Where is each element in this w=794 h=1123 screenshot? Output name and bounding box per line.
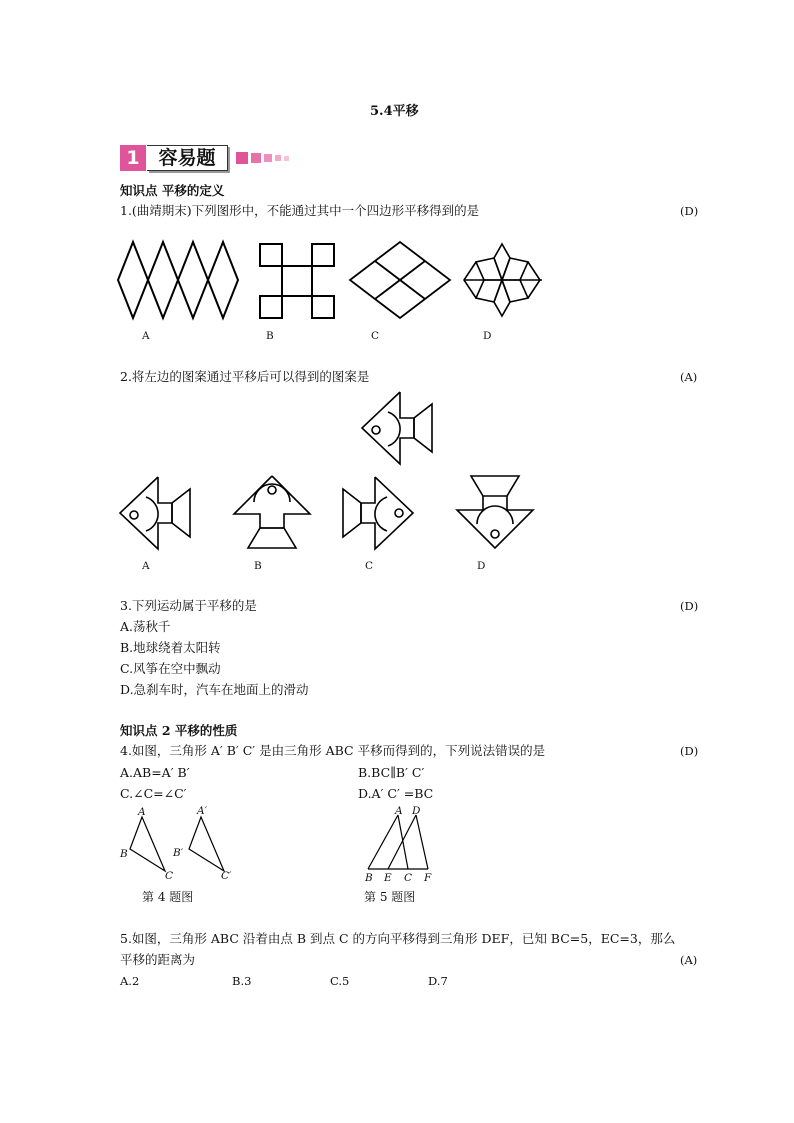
- section-banner: [120, 145, 230, 171]
- q1-figure-d: [464, 244, 554, 324]
- section-label: 容易题: [147, 145, 228, 171]
- q4-label-b-prime: B′: [173, 847, 184, 859]
- q5-label-f: F: [424, 872, 432, 884]
- q4-option-b: B.BC∥B′ C′: [358, 765, 425, 780]
- q5-option-d: D.7: [428, 974, 448, 988]
- q3-answer: (D): [680, 599, 699, 613]
- q4-label-c-prime: C′: [221, 870, 232, 882]
- q5-caption: 第 5 题图: [364, 890, 416, 904]
- q2-option-c: C: [365, 560, 374, 572]
- q5-answer: (A): [680, 953, 698, 967]
- q3-option-b: B.地球绕着太阳转: [120, 640, 221, 655]
- q2-figure-d: [455, 474, 537, 552]
- q4-label-b: B: [120, 848, 128, 860]
- q5-label-c: C: [404, 872, 413, 884]
- q1-text: 1.(曲靖期末)下列图形中，不能通过其中一个四边形平移得到的是: [120, 203, 480, 218]
- section-number: 1: [120, 145, 146, 171]
- q3-option-c: C.风筝在空中飘动: [120, 661, 221, 676]
- q4-label-c: C: [165, 870, 174, 882]
- q5-text-line2: 平移的距离为: [120, 952, 196, 967]
- q2-answer: (A): [680, 370, 698, 384]
- q3-text: 3.下列运动属于平移的是: [120, 598, 257, 613]
- q3-option-d: D.急刹车时，汽车在地面上的滑动: [120, 682, 309, 697]
- q2-option-a: A: [142, 560, 150, 572]
- q4-label-a-prime: A′: [197, 805, 207, 817]
- q5-option-c: C.5: [330, 974, 350, 988]
- q2-original-figure: [362, 390, 436, 466]
- q1-option-a: A: [142, 330, 150, 342]
- q5-label-a: A: [395, 805, 403, 817]
- q2-figure-a: [120, 475, 194, 551]
- q2-option-d: D: [477, 560, 486, 572]
- q1-option-d: D: [483, 330, 492, 342]
- q5-label-d: D: [412, 805, 421, 817]
- q4-caption: 第 4 题图: [142, 890, 194, 904]
- kp2-heading: 知识点 2 平移的性质: [120, 723, 238, 738]
- q2-figure-c: [343, 475, 417, 551]
- q4-option-d: D.A′ C′ =BC: [358, 786, 434, 801]
- q1-option-b: B: [266, 330, 274, 342]
- q1-figure-a: [118, 242, 248, 322]
- q5-option-a: A.2: [120, 974, 140, 988]
- section-decoration: [236, 152, 296, 164]
- q5-label-e: E: [384, 872, 392, 884]
- q1-answer: (D): [680, 204, 699, 218]
- q5-option-b: B.3: [232, 974, 252, 988]
- q2-option-b: B: [254, 560, 262, 572]
- q1-figure-c: [350, 242, 460, 322]
- q4-option-a: A.AB=A′ B′: [120, 765, 190, 780]
- q1-option-c: C: [371, 330, 380, 342]
- q5-label-b: B: [365, 872, 373, 884]
- page-title: 5.4平移: [370, 104, 419, 119]
- q1-figure-b: [260, 244, 340, 324]
- q2-figure-b: [232, 474, 314, 552]
- q2-text: 2.将左边的图案通过平移后可以得到的图案是: [120, 369, 370, 384]
- q4-option-c: C.∠C=∠C′: [120, 786, 187, 801]
- q4-label-a: A: [138, 806, 146, 818]
- q3-option-a: A.荡秋千: [120, 619, 171, 634]
- kp1-heading: 知识点 平移的定义: [120, 183, 225, 198]
- q4-text: 4.如图，三角形 A′ B′ C′ 是由三角形 ABC 平移而得到的，下列说法错误的是: [120, 743, 546, 758]
- q4-answer: (D): [680, 744, 699, 758]
- q5-text-line1: 5.如图，三角形 ABC 沿着由点 B 到点 C 的方向平移得到三角形 DEF，已知 BC=5，EC=3，那么: [120, 931, 676, 946]
